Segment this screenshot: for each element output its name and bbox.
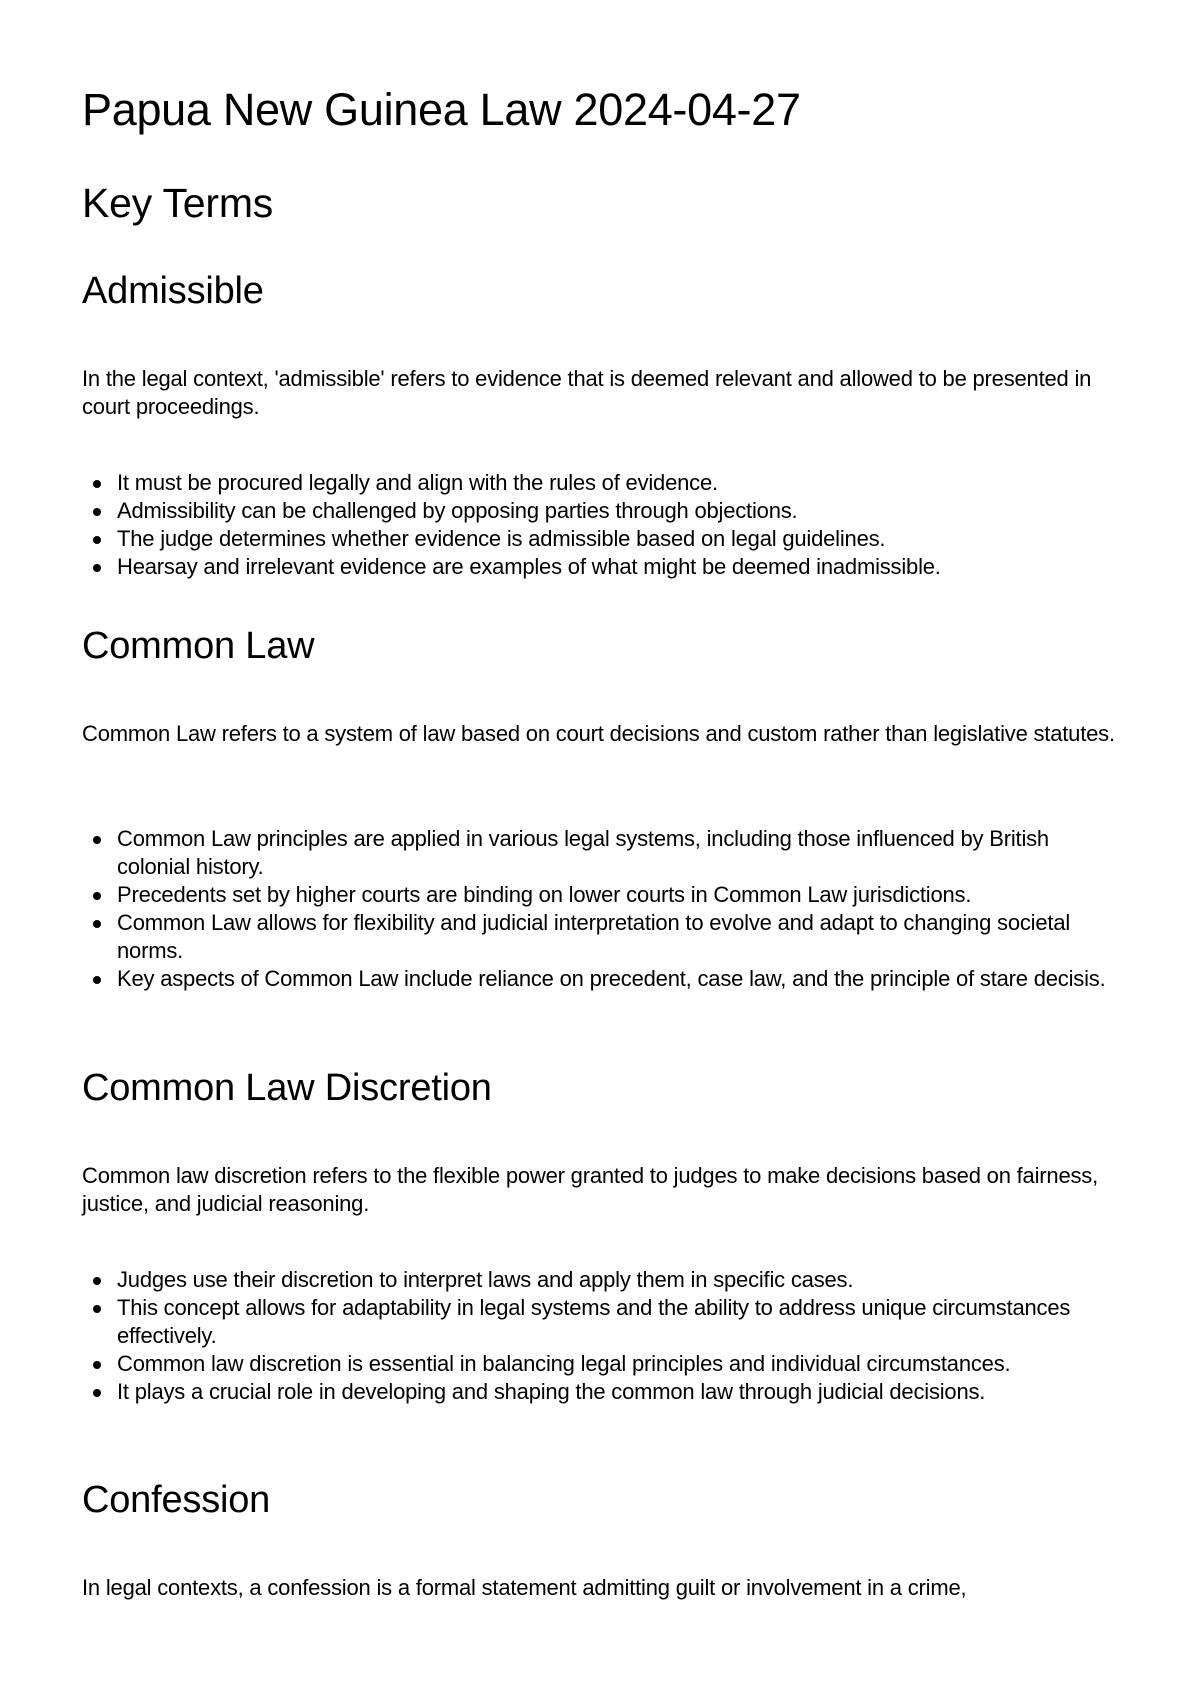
bullet-icon xyxy=(93,564,101,572)
bullet-icon xyxy=(93,836,101,844)
list-item-text: The judge determines whether evidence is admissible based on legal guidelines. xyxy=(117,526,886,551)
page-title: Papua New Guinea Law 2024-04-27 xyxy=(82,84,801,135)
list-item-text: Key aspects of Common Law include reliance on precedent, case law, and the principle of stare decisis. xyxy=(117,966,1106,991)
term-definition-confession: In legal contexts, a confession is a formal statement admitting guilt or involvement in a crime, xyxy=(82,1575,967,1600)
list-item xyxy=(82,1294,1122,1350)
list-item-text: It plays a crucial role in developing and shaping the common law through judicial decisions. xyxy=(117,1379,986,1404)
term-points-common-law xyxy=(82,825,1122,993)
list-item xyxy=(82,553,1122,581)
list-item-text: Common Law allows for flexibility and judicial interpretation to evolve and adapt to changing societal norms. xyxy=(117,910,1071,963)
bullet-icon xyxy=(93,480,101,488)
list-item xyxy=(82,1378,1122,1406)
bullet-icon xyxy=(93,920,101,928)
list-item xyxy=(82,497,1122,525)
term-definition-admissible: In the legal context, 'admissible' refers to evidence that is deemed relevant and allowed to be presented in court proceedings. xyxy=(82,366,1092,419)
list-item-text: Hearsay and irrelevant evidence are examples of what might be deemed inadmissible. xyxy=(117,554,941,579)
term-heading-confession: Confession xyxy=(82,1479,271,1521)
list-item-text: This concept allows for adaptability in legal systems and the ability to address unique circumstances effectively. xyxy=(117,1295,1071,1348)
term-heading-common-law-discretion: Common Law Discretion xyxy=(82,1067,492,1109)
bullet-icon xyxy=(93,1389,101,1397)
list-item-text: Common law discretion is essential in balancing legal principles and individual circumstances. xyxy=(117,1351,1011,1376)
list-item-text: Judges use their discretion to interpret laws and apply them in specific cases. xyxy=(117,1267,854,1292)
list-item-text: Admissibility can be challenged by opposing parties through objections. xyxy=(117,498,798,523)
bullet-icon xyxy=(93,1305,101,1313)
bullet-icon xyxy=(93,892,101,900)
list-item-text: It must be procured legally and align with the rules of evidence. xyxy=(117,470,718,495)
list-item xyxy=(82,525,1122,553)
list-item xyxy=(82,469,1122,497)
term-points-common-law-discretion xyxy=(82,1266,1122,1406)
list-item xyxy=(82,965,1122,993)
term-definition-common-law-discretion: Common law discretion refers to the flexible power granted to judges to make decisions based on fairness, justice, and judicial reasoning. xyxy=(82,1163,1098,1216)
term-heading-admissible: Admissible xyxy=(82,270,264,312)
list-item xyxy=(82,909,1122,965)
list-item xyxy=(82,825,1122,881)
section-heading-key-terms: Key Terms xyxy=(82,180,274,226)
term-heading-common-law: Common Law xyxy=(82,625,315,667)
bullet-icon xyxy=(93,1361,101,1369)
term-definition-common-law: Common Law refers to a system of law based on court decisions and custom rather than legislative statutes. xyxy=(82,721,1115,746)
list-item xyxy=(82,1350,1122,1378)
bullet-icon xyxy=(93,1277,101,1285)
bullet-icon xyxy=(93,508,101,516)
term-points-admissible xyxy=(82,469,1122,581)
list-item xyxy=(82,881,1122,909)
bullet-icon xyxy=(93,976,101,984)
list-item-text: Common Law principles are applied in various legal systems, including those influenced by British colonial history. xyxy=(117,826,1049,879)
bullet-icon xyxy=(93,536,101,544)
list-item xyxy=(82,1266,1122,1294)
list-item-text: Precedents set by higher courts are binding on lower courts in Common Law jurisdictions. xyxy=(117,882,972,907)
